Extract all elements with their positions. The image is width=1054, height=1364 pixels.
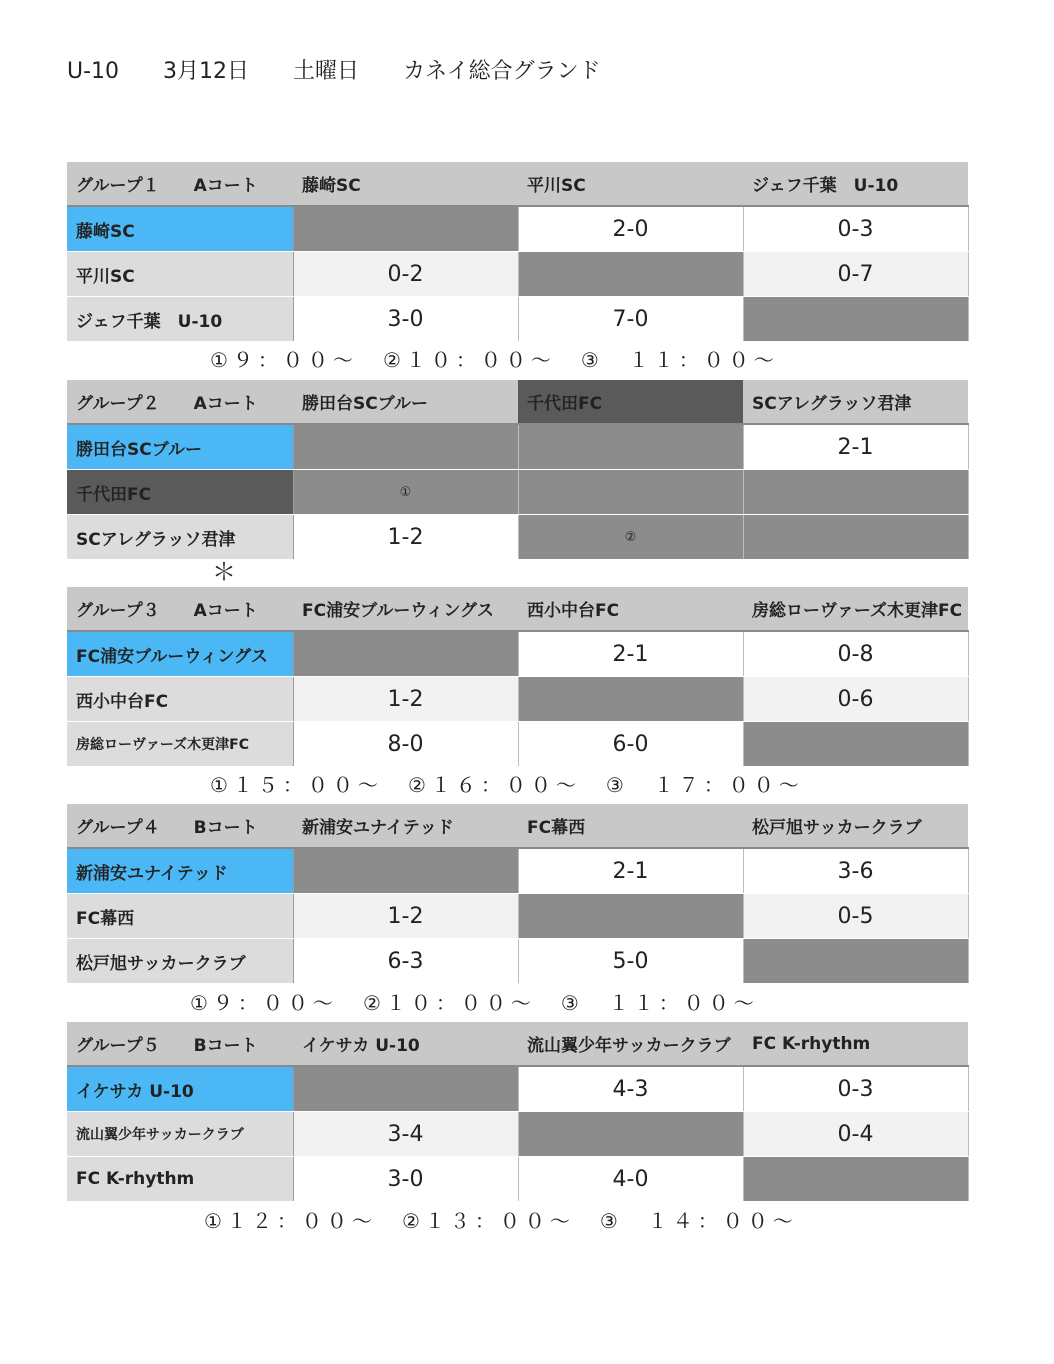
score-cell: 0-7 bbox=[743, 252, 968, 297]
group-4-header bbox=[67, 804, 968, 848]
column-team: イケサカ U-10 bbox=[293, 1022, 518, 1066]
score-cell: 0-2 bbox=[293, 252, 518, 297]
score-cell: 5-0 bbox=[518, 939, 743, 984]
column-team: ジェフ千葉 U-10 bbox=[743, 162, 968, 206]
score-cell: 0-3 bbox=[743, 206, 968, 252]
column-team: FC K-rhythm bbox=[743, 1022, 968, 1066]
column-team: 勝田台SCブルー bbox=[293, 380, 518, 424]
score-cell: 0-4 bbox=[743, 1112, 968, 1157]
blocked-cell bbox=[518, 470, 743, 515]
table-row bbox=[67, 894, 968, 939]
row-team: FC浦安ブルーウィングス bbox=[67, 631, 293, 677]
row-team: 平川SC bbox=[67, 252, 293, 297]
blocked-cell bbox=[293, 206, 518, 252]
group-3-table bbox=[67, 587, 969, 767]
score-cell: 0-3 bbox=[743, 1066, 968, 1112]
score-cell: 3-0 bbox=[293, 297, 518, 342]
table-row bbox=[67, 848, 968, 894]
group-3-times: ①１５：００～ ②１６：００～ ③ １７：００～ bbox=[210, 773, 804, 797]
column-team: 西小中台FC bbox=[518, 587, 743, 631]
page-title bbox=[67, 54, 645, 85]
score-cell: 2-1 bbox=[518, 848, 743, 894]
group-2-title-cell: グループ２ Aコート bbox=[67, 380, 293, 424]
blocked-cell bbox=[518, 894, 743, 939]
column-team: 新浦安ユナイテッド bbox=[293, 804, 518, 848]
blocked-cell bbox=[518, 252, 743, 297]
column-team: SCアレグラッソ君津 bbox=[743, 380, 968, 424]
score-cell: 2-0 bbox=[518, 206, 743, 252]
table-row bbox=[67, 252, 968, 297]
row-team: 千代田FC bbox=[67, 470, 293, 515]
row-team: イケサカ U-10 bbox=[67, 1066, 293, 1112]
score-cell: 7-0 bbox=[518, 297, 743, 342]
match-marker-cell: ② bbox=[518, 515, 743, 560]
score-cell: 3-6 bbox=[743, 848, 968, 894]
column-team: FC幕西 bbox=[518, 804, 743, 848]
table-row bbox=[67, 515, 968, 560]
table-row bbox=[67, 206, 968, 252]
row-team: 房総ローヴァーズ木更津FC bbox=[67, 722, 293, 767]
blocked-cell bbox=[518, 1112, 743, 1157]
table-row bbox=[67, 424, 968, 470]
weekday: 土曜日 bbox=[293, 59, 360, 84]
row-team: 勝田台SCブルー bbox=[67, 424, 293, 470]
blocked-cell bbox=[518, 677, 743, 722]
group-4-title-cell: グループ４ Bコート bbox=[67, 804, 293, 848]
group-1-header bbox=[67, 162, 968, 206]
score-cell: 2-1 bbox=[518, 631, 743, 677]
table-row bbox=[67, 677, 968, 722]
score-cell: 6-0 bbox=[518, 722, 743, 767]
table-row bbox=[67, 1066, 968, 1112]
table-row bbox=[67, 297, 968, 342]
blocked-cell bbox=[743, 515, 968, 560]
table-row bbox=[67, 631, 968, 677]
table-row bbox=[67, 1157, 968, 1202]
match-marker-cell: ① bbox=[293, 470, 518, 515]
date: 3月12日 bbox=[163, 59, 250, 84]
score-cell: 4-3 bbox=[518, 1066, 743, 1112]
column-team: 千代田FC bbox=[518, 380, 743, 424]
note-asterisk: ＊ bbox=[212, 558, 236, 586]
venue: カネイ総合グランド bbox=[403, 59, 601, 84]
row-team: 新浦安ユナイテッド bbox=[67, 848, 293, 894]
blocked-cell bbox=[293, 631, 518, 677]
blocked-cell bbox=[743, 939, 968, 984]
blocked-cell bbox=[293, 1066, 518, 1112]
score-cell: 2-1 bbox=[743, 424, 968, 470]
blocked-cell bbox=[743, 1157, 968, 1202]
score-cell: 0-8 bbox=[743, 631, 968, 677]
row-team: 西小中台FC bbox=[67, 677, 293, 722]
group-1-title-cell: グループ１ Aコート bbox=[67, 162, 293, 206]
blocked-cell bbox=[293, 848, 518, 894]
row-team: SCアレグラッソ君津 bbox=[67, 515, 293, 560]
column-team: 房総ローヴァーズ木更津FC bbox=[743, 587, 968, 631]
category: U-10 bbox=[67, 59, 120, 84]
group-4-times: ①９：００～ ②１０：００～ ③ １１：００～ bbox=[190, 991, 759, 1015]
blocked-cell bbox=[743, 722, 968, 767]
group-2-header bbox=[67, 380, 968, 424]
score-cell: 1-2 bbox=[293, 677, 518, 722]
group-3-title-cell: グループ３ Aコート bbox=[67, 587, 293, 631]
group-5-times: ①１２：００～ ②１３：００～ ③ １４：００～ bbox=[204, 1209, 798, 1233]
table-row bbox=[67, 939, 968, 984]
group-4-table bbox=[67, 804, 969, 984]
group-1-table bbox=[67, 162, 969, 342]
score-cell: 0-5 bbox=[743, 894, 968, 939]
blocked-cell bbox=[293, 424, 518, 470]
group-5-table bbox=[67, 1022, 969, 1202]
score-cell: 6-3 bbox=[293, 939, 518, 984]
score-cell: 4-0 bbox=[518, 1157, 743, 1202]
blocked-cell bbox=[743, 297, 968, 342]
row-team: 流山翼少年サッカークラブ bbox=[67, 1112, 293, 1157]
group-5-title-cell: グループ５ Bコート bbox=[67, 1022, 293, 1066]
score-cell: 3-0 bbox=[293, 1157, 518, 1202]
table-row bbox=[67, 722, 968, 767]
column-team: 松戸旭サッカークラブ bbox=[743, 804, 968, 848]
row-team: 藤崎SC bbox=[67, 206, 293, 252]
score-cell: 1-2 bbox=[293, 515, 518, 560]
column-team: 藤崎SC bbox=[293, 162, 518, 206]
blocked-cell bbox=[743, 470, 968, 515]
group-5-header bbox=[67, 1022, 968, 1066]
score-cell: 0-6 bbox=[743, 677, 968, 722]
score-cell: 8-0 bbox=[293, 722, 518, 767]
row-team: FC K-rhythm bbox=[67, 1157, 293, 1202]
table-row bbox=[67, 470, 968, 515]
group-2-table bbox=[67, 380, 969, 560]
column-team: FC浦安ブルーウィングス bbox=[293, 587, 518, 631]
column-team: 流山翼少年サッカークラブ bbox=[518, 1022, 743, 1066]
column-team: 平川SC bbox=[518, 162, 743, 206]
row-team: 松戸旭サッカークラブ bbox=[67, 939, 293, 984]
row-team: FC幕西 bbox=[67, 894, 293, 939]
group-1-times: ①９：００～ ②１０：００～ ③ １１：００～ bbox=[210, 348, 779, 372]
table-row bbox=[67, 1112, 968, 1157]
blocked-cell bbox=[518, 424, 743, 470]
score-cell: 1-2 bbox=[293, 894, 518, 939]
score-cell: 3-4 bbox=[293, 1112, 518, 1157]
row-team: ジェフ千葉 U-10 bbox=[67, 297, 293, 342]
group-3-header bbox=[67, 587, 968, 631]
